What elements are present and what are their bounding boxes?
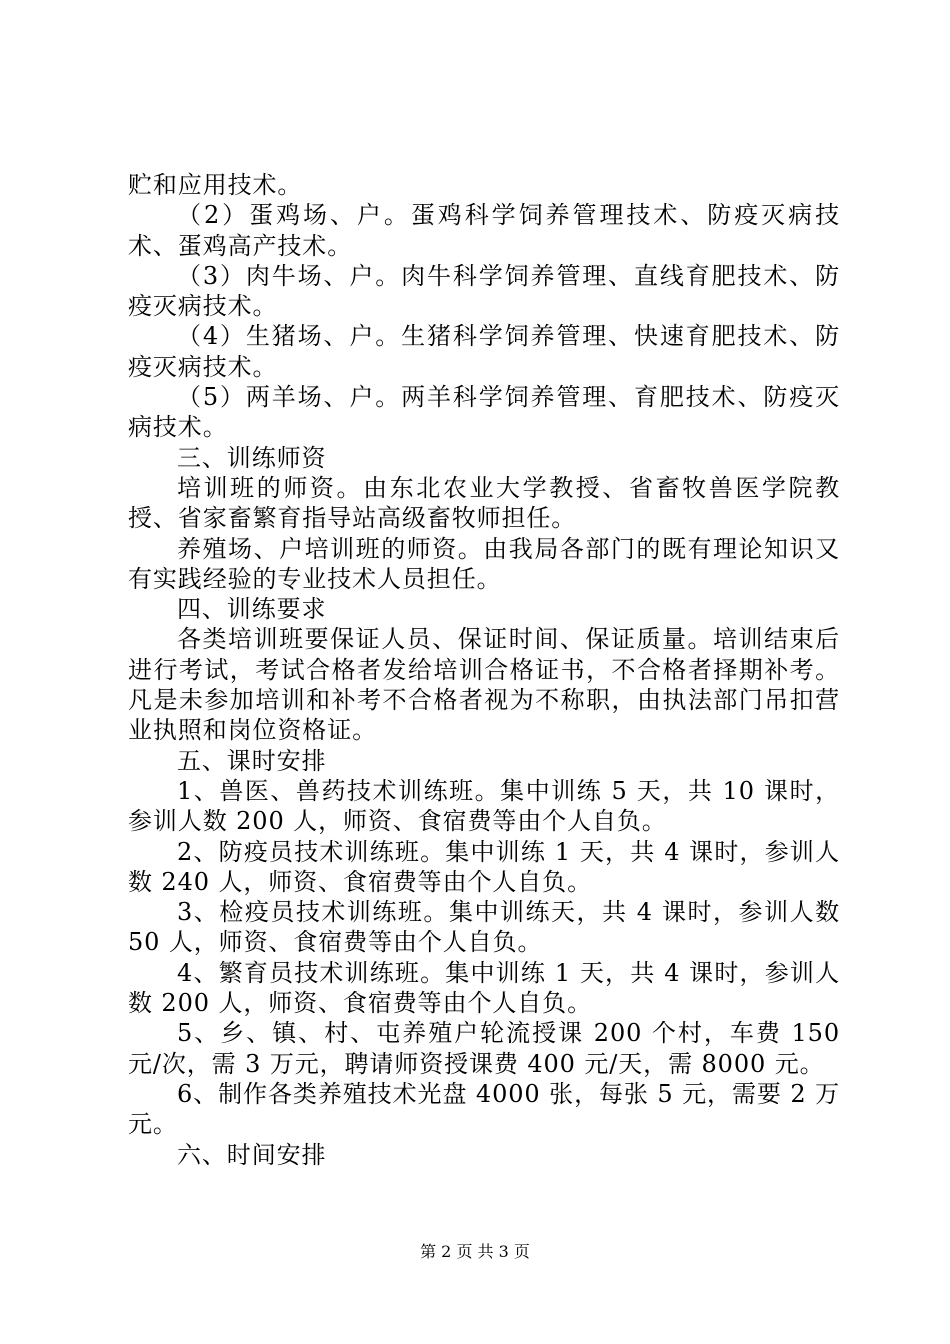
paragraph-3: （3）肉牛场、户。肉牛科学饲养管理、直线育肥技术、防疫灭病技术。 xyxy=(128,261,840,321)
paragraph-1: 贮和应用技术。 xyxy=(128,171,303,199)
paragraph-8: 养殖场、户培训班的师资。由我局各部门的既有理论知识又有实践经验的专业技术人员担任。 xyxy=(128,534,840,593)
paragraph-13: 2、防疫员技术训练班。集中训练 1 天，共 4 课时，参训人数 240 人，师资、食宿费等由个人自负。 xyxy=(128,837,840,896)
section-heading-schedule: 五、课时安排 xyxy=(177,746,327,775)
paragraph-17: 6、制作各类养殖技术光盘 4000 张，每张 5 元，需要 2 万元。 xyxy=(128,1079,840,1139)
paragraph-16: 5、乡、镇、村、屯养殖户轮流授课 200 个村，车费 150 元/次，需 3 万元，聘请师资授课费 400 元/天，需 8000 元。 xyxy=(128,1019,840,1078)
paragraph-5: （5）两羊场、户。两羊科学饲养管理、育肥技术、防疫灭病技术。 xyxy=(128,383,840,442)
paragraph-7: 培训班的师资。由东北农业大学教授、省畜牧兽医学院教授、省家畜繁育指导站高级畜牧师担任。 xyxy=(128,473,840,533)
section-heading-teachers: 三、训练师资 xyxy=(177,443,327,472)
paragraph-12: 1、兽医、兽药技术训练班。集中训练 5 天，共 10 课时，参训人数 200 人，师资、食宿费等由个人自负。 xyxy=(128,776,840,836)
paragraph-10: 各类培训班要保证人员、保证时间、保证质量。培训结束后进行考试，考试合格者发给培训合格证书，不合格者择期补考。凡是未参加培训和补考不合格者视为不称职，由执法部门吊扣营业执照和岗位资格证。 xyxy=(128,625,840,745)
paragraph-14: 3、检疫员技术训练班。集中训练天，共 4 课时，参训人数 50 人，师资、食宿费等由个人自负。 xyxy=(128,898,840,957)
section-heading-requirements: 四、训练要求 xyxy=(177,595,327,624)
paragraph-15: 4、繁育员技术训练班。集中训练 1 天，共 4 课时，参训人数 200 人，师资、食宿费等由个人自负。 xyxy=(128,958,840,1018)
page-footer: 第 2 页 共 3 页 xyxy=(420,1242,530,1261)
paragraph-2: （2）蛋鸡场、户。蛋鸡科学饲养管理技术、防疫灭病技术、蛋鸡高产技术。 xyxy=(128,201,840,260)
paragraph-4: （4）生猪场、户。生猪科学饲养管理、快速育肥技术、防疫灭病技术。 xyxy=(128,322,840,381)
section-heading-timeline: 六、时间安排 xyxy=(177,1140,327,1169)
document-body xyxy=(128,170,840,1170)
